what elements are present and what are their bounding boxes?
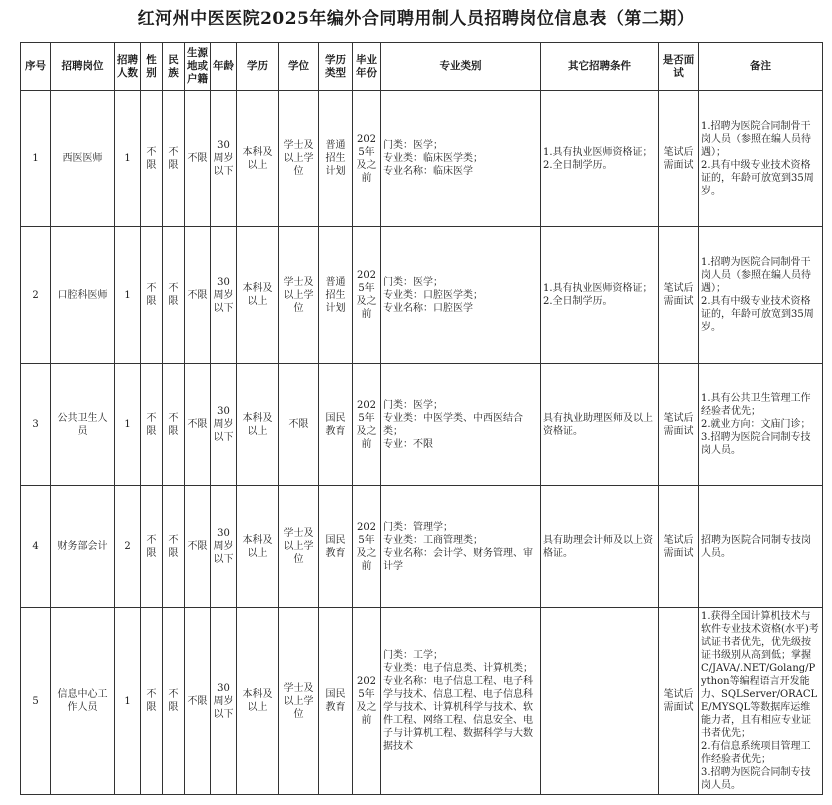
gender: 不限 xyxy=(141,227,163,364)
table-row xyxy=(21,227,823,364)
age: 30周岁以下 xyxy=(211,364,237,486)
major-category: 门类：医学； 专业类：临床医学类； 专业名称：临床医学 xyxy=(381,91,541,227)
degree: 学士及以上学位 xyxy=(279,227,319,364)
interview: 笔试后需面试 xyxy=(659,608,699,795)
post-name: 口腔科医师 xyxy=(51,227,115,364)
major-category: 门类：管理学； 专业类：工商管理类； 专业名称：会计学、财务管理、审计学 xyxy=(381,486,541,608)
degree: 学士及以上学位 xyxy=(279,608,319,795)
major-category: 门类：医学； 专业类：口腔医学类； 专业名称：口腔医学 xyxy=(381,227,541,364)
header-cell: 学历类型 xyxy=(319,43,353,91)
header-cell: 性别 xyxy=(141,43,163,91)
post-name: 财务部会计 xyxy=(51,486,115,608)
post-name: 公共卫生人员 xyxy=(51,364,115,486)
degree: 学士及以上学位 xyxy=(279,486,319,608)
graduation-year: 2025年及之前 xyxy=(353,486,381,608)
education: 本科及以上 xyxy=(237,91,279,227)
interview: 笔试后需面试 xyxy=(659,227,699,364)
other-conditions xyxy=(541,608,659,795)
age: 30周岁以下 xyxy=(211,608,237,795)
header-cell: 序号 xyxy=(21,43,51,91)
education-type: 国民教育 xyxy=(319,486,353,608)
origin: 不限 xyxy=(185,486,211,608)
ethnicity: 不限 xyxy=(163,91,185,227)
other-conditions: 具有执业助理医师及以上资格证。 xyxy=(541,364,659,486)
remarks: 招聘为医院合同制专技岗人员。 xyxy=(699,486,823,608)
degree: 不限 xyxy=(279,364,319,486)
degree: 学士及以上学位 xyxy=(279,91,319,227)
header-cell: 专业类别 xyxy=(381,43,541,91)
origin: 不限 xyxy=(185,608,211,795)
major-category: 门类：工学； 专业类：电子信息类、计算机类； 专业名称：电子信息工程、电子科学与技术、信息工程、电子信息科学与技术、计算机科学与技术、软件工程、网络工程、信息安全、电子与计算机工程、数据科学与大数据技术 xyxy=(381,608,541,795)
recruitment-table xyxy=(20,42,823,795)
education: 本科及以上 xyxy=(237,608,279,795)
origin: 不限 xyxy=(185,227,211,364)
hire-count: 2 xyxy=(115,486,141,608)
other-conditions: 1.具有执业医师资格证； 2.全日制学历。 xyxy=(541,91,659,227)
age: 30周岁以下 xyxy=(211,227,237,364)
header-cell: 民族 xyxy=(163,43,185,91)
ethnicity: 不限 xyxy=(163,608,185,795)
header-cell: 招聘人数 xyxy=(115,43,141,91)
header-cell: 备注 xyxy=(699,43,823,91)
ethnicity: 不限 xyxy=(163,364,185,486)
header-cell: 学位 xyxy=(279,43,319,91)
ethnicity: 不限 xyxy=(163,227,185,364)
major-category: 门类：医学； 专业类：中医学类、中西医结合类； 专业：不限 xyxy=(381,364,541,486)
education: 本科及以上 xyxy=(237,486,279,608)
row-number: 3 xyxy=(21,364,51,486)
remarks: 1.获得全国计算机技术与软件专业技术资格(水平)考试证书者优先，优先级按证书级别从高到低；掌握C/JAVA/.NET/Golang/Python等编程语言开发能力、SQLServer/ORACLE/MYSQL等数据库运维能力者，且有相应专业证书者优先； 2.有信息系统项目管理工作经验者优先； 3.招聘为医院合同制专技岗人员。 xyxy=(699,608,823,795)
hire-count: 1 xyxy=(115,91,141,227)
graduation-year: 2025年及之前 xyxy=(353,91,381,227)
education-type: 普通招生计划 xyxy=(319,227,353,364)
education-type: 普通招生计划 xyxy=(319,91,353,227)
hire-count: 1 xyxy=(115,364,141,486)
remarks: 1.招聘为医院合同制骨干岗人员（参照在编人员待遇）； 2.具有中级专业技术资格证的，年龄可放宽到35周岁。 xyxy=(699,227,823,364)
origin: 不限 xyxy=(185,91,211,227)
header-cell: 招聘岗位 xyxy=(51,43,115,91)
gender: 不限 xyxy=(141,364,163,486)
interview: 笔试后需面试 xyxy=(659,91,699,227)
education-type: 国民教育 xyxy=(319,364,353,486)
education: 本科及以上 xyxy=(237,227,279,364)
header-cell: 是否面试 xyxy=(659,43,699,91)
age: 30周岁以下 xyxy=(211,91,237,227)
gender: 不限 xyxy=(141,486,163,608)
gender: 不限 xyxy=(141,91,163,227)
table-row xyxy=(21,364,823,486)
interview: 笔试后需面试 xyxy=(659,364,699,486)
remarks: 1.具有公共卫生管理工作经验者优先； 2.就业方向：文庙门诊； 3.招聘为医院合同制专技岗人员。 xyxy=(699,364,823,486)
row-number: 4 xyxy=(21,486,51,608)
education-type: 国民教育 xyxy=(319,608,353,795)
header-row xyxy=(21,43,823,91)
header-cell: 学历 xyxy=(237,43,279,91)
header-cell: 生源地或户籍 xyxy=(185,43,211,91)
gender: 不限 xyxy=(141,608,163,795)
header-cell: 其它招聘条件 xyxy=(541,43,659,91)
header-cell: 年龄 xyxy=(211,43,237,91)
hire-count: 1 xyxy=(115,227,141,364)
post-name: 信息中心工作人员 xyxy=(51,608,115,795)
other-conditions: 具有助理会计师及以上资格证。 xyxy=(541,486,659,608)
row-number: 2 xyxy=(21,227,51,364)
row-number: 1 xyxy=(21,91,51,227)
table-row xyxy=(21,91,823,227)
age: 30周岁以下 xyxy=(211,486,237,608)
graduation-year: 2025年及之前 xyxy=(353,364,381,486)
interview: 笔试后需面试 xyxy=(659,486,699,608)
graduation-year: 2025年及之前 xyxy=(353,227,381,364)
origin: 不限 xyxy=(185,364,211,486)
document-title: 红河州中医医院2025年编外合同聘用制人员招聘岗位信息表（第二期） xyxy=(137,9,695,29)
hire-count: 1 xyxy=(115,608,141,795)
ethnicity: 不限 xyxy=(163,486,185,608)
table-row xyxy=(21,608,823,795)
header-cell: 毕业年份 xyxy=(353,43,381,91)
row-number: 5 xyxy=(21,608,51,795)
graduation-year: 2025年及之前 xyxy=(353,608,381,795)
table-row xyxy=(21,486,823,608)
education: 本科及以上 xyxy=(237,364,279,486)
other-conditions: 1.具有执业医师资格证； 2.全日制学历。 xyxy=(541,227,659,364)
remarks: 1.招聘为医院合同制骨干岗人员（参照在编人员待遇）； 2.具有中级专业技术资格证的，年龄可放宽到35周岁。 xyxy=(699,91,823,227)
post-name: 西医医师 xyxy=(51,91,115,227)
